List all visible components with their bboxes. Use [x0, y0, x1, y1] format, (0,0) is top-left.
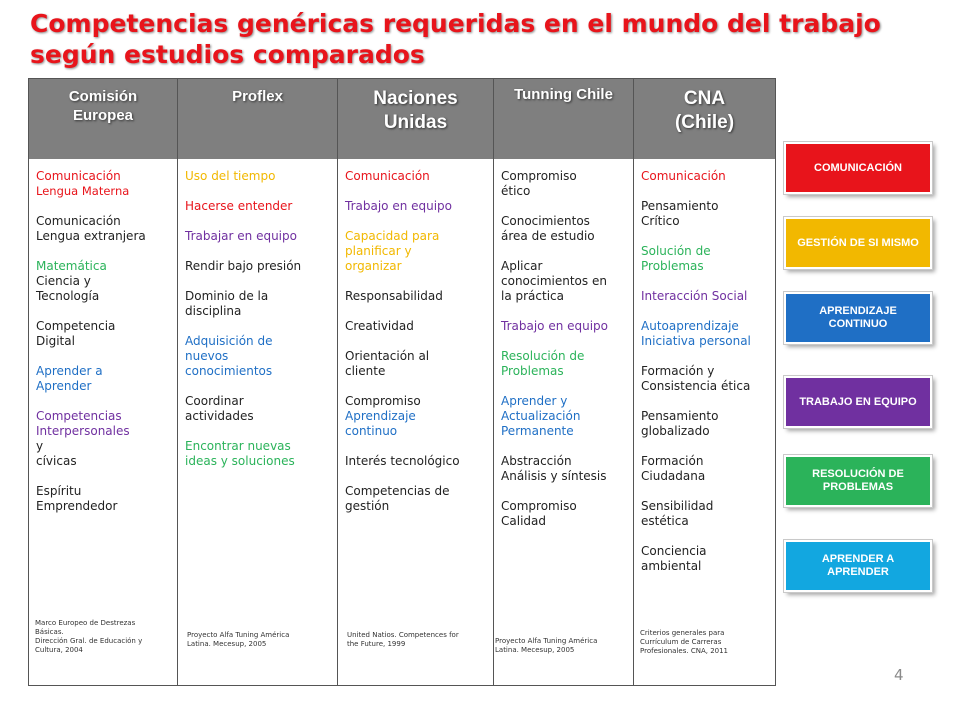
competency-text: Aprendizaje continuo: [345, 409, 416, 438]
competency-item: [185, 394, 331, 424]
competency-item: [345, 169, 487, 184]
competency-text: Trabajo en equipo: [501, 319, 609, 333]
competency-text: Comunicación: [641, 169, 726, 183]
competency-text: Trabajo en equipo: [345, 199, 453, 213]
competency-text: Uso del tiempo: [185, 169, 276, 183]
competency-text: Hacerse entender: [185, 199, 293, 213]
column-header-text: Naciones: [373, 88, 458, 109]
source-citation: Proyecto Alfa Tuning América Latina. Mecesup, 2005: [495, 637, 598, 654]
competency-item: [641, 409, 769, 439]
column-header-1: [178, 79, 338, 159]
competency-text: Capacidad para planificar y organizar: [345, 229, 440, 273]
competency-item: [641, 169, 769, 184]
competency-item: [185, 289, 331, 319]
competency-item: [641, 319, 769, 349]
competency-text: Pensamiento globalizado: [641, 409, 719, 438]
column-header-text: CNA: [683, 88, 726, 109]
competency-item: [501, 169, 627, 199]
competency-item: [345, 454, 487, 469]
competency-item: [185, 229, 331, 244]
competency-text: Creatividad: [345, 319, 414, 333]
competency-text: Matemática: [36, 259, 107, 273]
competency-text: Encontrar nuevas ideas y soluciones: [185, 439, 295, 468]
column-header-text: Tunning Chile: [514, 86, 613, 103]
competency-text: Formación y Consistencia ética: [641, 364, 751, 393]
competency-text: Lengua Materna: [36, 184, 130, 198]
column-header-2: [338, 79, 494, 159]
legend-gestion-de-si-mismo: GESTIÓN DE SI MISMO: [784, 217, 932, 269]
competency-item: [345, 484, 487, 514]
competency-item: [345, 199, 487, 214]
legend-trabajo-en-equipo: TRABAJO EN EQUIPO: [784, 376, 932, 428]
competency-text: Interés tecnológico: [345, 454, 460, 468]
competency-item: [185, 439, 331, 469]
competency-text: Abstracción Análisis y síntesis: [501, 454, 607, 483]
competency-item: [501, 499, 627, 529]
competency-item: [641, 244, 769, 274]
competency-item: [345, 349, 487, 379]
competency-text: Competencia Digital: [36, 319, 116, 348]
competency-item: [641, 454, 769, 484]
column-header-text: Proflex: [232, 88, 283, 105]
column-header-text: (Chile): [674, 112, 735, 133]
competency-text: Compromiso Calidad: [501, 499, 577, 528]
competency-item: [501, 454, 627, 484]
legend-aprender-a-aprender: APRENDER A APRENDER: [784, 540, 932, 592]
competency-text: Coordinar actividades: [185, 394, 254, 423]
competency-item: [36, 214, 171, 244]
source-citation: Proyecto Alfa Tuning América Latina. Mecesup, 2005: [187, 631, 290, 648]
column-body-4: [634, 159, 775, 685]
competency-text: Sensibilidad estética: [641, 499, 714, 528]
competency-text: Comunicación: [36, 169, 121, 183]
competency-item: [501, 394, 627, 439]
competency-text: Adquisición de nuevos conocimientos: [185, 334, 273, 378]
competency-item: [641, 289, 769, 304]
source-citation: Criterios generales para Currículum de Carreras Profesionales. CNA, 2011: [640, 629, 729, 655]
competency-item: [641, 544, 769, 574]
competency-item: [36, 484, 171, 514]
column-body-3: [494, 159, 634, 685]
competency-text: Orientación al cliente: [345, 349, 430, 378]
competency-item: [345, 289, 487, 304]
column-body-2: [338, 159, 494, 685]
competency-item: [641, 199, 769, 229]
competency-text: Dominio de la disciplina: [185, 289, 269, 318]
competency-text: Competencias de gestión: [345, 484, 450, 513]
competency-item: [345, 229, 487, 274]
legend-resolucion-de-problemas: RESOLUCIÓN DE PROBLEMAS: [784, 455, 932, 507]
column-header-0: [29, 79, 178, 159]
source-citation: United Natios. Competences for the Future, 1999: [347, 631, 459, 648]
competency-text: Comunicación Lengua extranjera: [36, 214, 146, 243]
competency-item: [36, 319, 171, 349]
competency-item: [345, 394, 487, 439]
column-header-text: Comisión: [68, 88, 138, 105]
column-body-1: [178, 159, 338, 685]
competency-item: [641, 364, 769, 394]
competency-item: [185, 199, 331, 214]
competency-item: [36, 259, 171, 304]
column-header-4: [634, 79, 775, 159]
competency-text: Compromiso ético: [501, 169, 577, 198]
competency-item: [185, 169, 331, 184]
competency-text: Resolución de Problemas: [501, 349, 585, 378]
competency-text: Compromiso: [345, 394, 421, 408]
competency-item: [185, 334, 331, 379]
competency-item: [185, 259, 331, 274]
column-header-text: Europea: [72, 107, 133, 124]
competency-text: Autoaprendizaje Iniciativa personal: [641, 319, 751, 348]
page-title: Competencias genéricas requeridas en el mundo del trabajo según estudios comparados: [30, 9, 881, 69]
competency-text: Aplicar conocimientos en la práctica: [501, 259, 607, 303]
competency-item: [501, 319, 627, 334]
competency-item: [36, 169, 171, 199]
competency-text: Trabajar en equipo: [185, 229, 297, 243]
competency-text: Pensamiento Crítico: [641, 199, 719, 228]
competency-item: [36, 364, 171, 394]
competencies-table: [28, 78, 776, 686]
source-citation: Marco Europeo de Destrezas Básicas. Dirección Gral. de Educación y Cultura, 2004: [35, 619, 143, 654]
competency-item: [345, 319, 487, 334]
competency-text: Responsabilidad: [345, 289, 443, 303]
competency-text: Aprender y Actualización Permanente: [501, 394, 581, 438]
competency-item: [36, 409, 171, 469]
competency-text: Formación Ciudadana: [641, 454, 706, 483]
competency-item: [501, 259, 627, 304]
competency-text: Conocimientos área de estudio: [501, 214, 595, 243]
competency-item: [501, 214, 627, 244]
column-header-3: [494, 79, 634, 159]
competency-text: Espíritu Emprendedor: [36, 484, 118, 513]
column-body-0: [29, 159, 178, 685]
competency-text: y cívicas: [36, 439, 77, 468]
competency-text: Ciencia y Tecnología: [36, 274, 100, 303]
competency-item: [641, 499, 769, 529]
competency-text: Conciencia ambiental: [641, 544, 707, 573]
competency-text: Solución de Problemas: [641, 244, 711, 273]
legend-comunicacion: COMUNICACIÓN: [784, 142, 932, 194]
competency-text: Interacción Social: [641, 289, 748, 303]
competency-text: Aprender a Aprender: [36, 364, 103, 393]
page-number: 4: [894, 666, 904, 684]
competency-text: Rendir bajo presión: [185, 259, 302, 273]
legend-aprendizaje-continuo: APRENDIZAJE CONTINUO: [784, 292, 932, 344]
competency-item: [501, 349, 627, 379]
competency-text: Comunicación: [345, 169, 430, 183]
column-header-text: Unidas: [383, 112, 448, 133]
competency-text: Competencias Interpersonales: [36, 409, 130, 438]
